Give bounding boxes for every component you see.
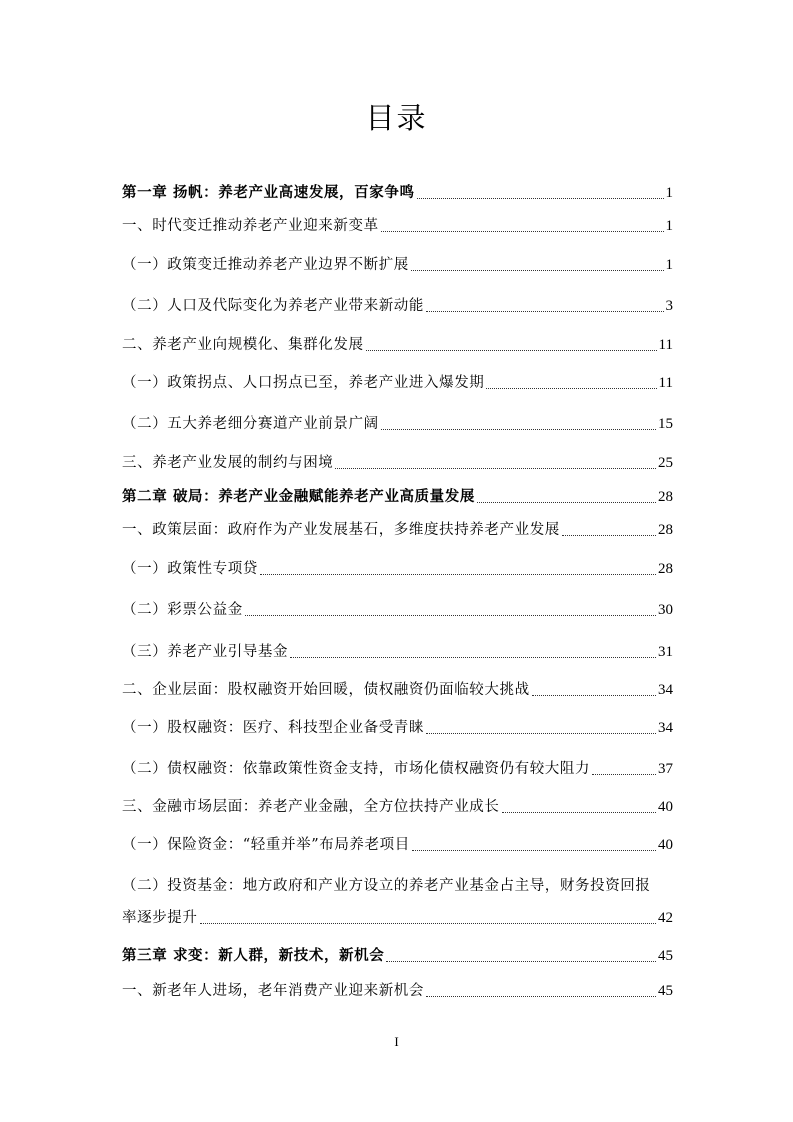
toc-entry-label: 一、新老年人进场，老年消费产业迎来新机会 xyxy=(122,983,424,999)
toc-entry-page: 1 xyxy=(665,257,673,273)
leader-dots xyxy=(417,197,664,199)
toc-entry[interactable] xyxy=(122,294,673,316)
toc-entry-page: 31 xyxy=(658,644,673,660)
toc-entry-page: 11 xyxy=(658,337,673,353)
toc-entry-label: （一）政策变迁推动养老产业边界不断扩展 xyxy=(122,257,409,273)
leader-dots xyxy=(412,849,656,851)
toc-entry-page: 40 xyxy=(658,799,673,815)
leader-dots xyxy=(411,269,664,271)
leader-dots xyxy=(335,467,656,469)
toc-entry-page: 34 xyxy=(658,682,673,698)
page-title: 目录 xyxy=(365,101,428,135)
toc-entry-label-line1[interactable]: （二）投资基金：地方政府和产业方设立的养老产业基金占主导，财务投资回报 xyxy=(122,878,651,894)
toc-entry-label: （一）政策拐点、人口拐点已至，养老产业进入爆发期 xyxy=(122,375,485,391)
toc-entry[interactable] xyxy=(122,214,673,236)
toc-entry-label: 三、金融市场层面：养老产业金融，全方位扶持产业成长 xyxy=(122,799,500,815)
toc-entry-page: 1 xyxy=(665,218,673,234)
leader-dots xyxy=(200,922,657,924)
toc-entry[interactable] xyxy=(122,906,673,928)
leader-dots xyxy=(366,349,657,351)
toc-entry[interactable] xyxy=(122,557,673,579)
toc-entry[interactable] xyxy=(122,598,673,620)
toc-entry-page: 1 xyxy=(665,185,673,201)
toc-entry[interactable] xyxy=(122,412,673,434)
toc-entry-label: （一）保险资金：“轻重并举”布局养老项目 xyxy=(122,837,410,853)
toc-entry[interactable] xyxy=(122,518,673,540)
toc-entry-page: 45 xyxy=(658,948,673,964)
toc-entry-page: 30 xyxy=(658,602,673,618)
toc-entry-label: （二）债权融资：依靠政策性资金支持，市场化债权融资仍有较大阻力 xyxy=(122,761,591,777)
toc-entry[interactable] xyxy=(122,485,673,507)
toc-entry-label: 第二章 破局：养老产业金融赋能养老产业高质量发展 xyxy=(122,488,475,505)
toc-entry-label: 二、企业层面：股权融资开始回暖，债权融资仍面临较大挑战 xyxy=(122,682,530,698)
toc-entry-label: （二）人口及代际变化为养老产业带来新动能 xyxy=(122,298,424,314)
leader-dots xyxy=(426,310,664,312)
leader-dots xyxy=(592,773,656,775)
toc-entry-page: 34 xyxy=(658,720,673,736)
toc-entry-page: 3 xyxy=(665,298,673,314)
toc-entry-page: 45 xyxy=(658,983,673,999)
toc-entry[interactable] xyxy=(122,640,673,662)
toc-entry-label: 三、养老产业发展的制约与困境 xyxy=(122,455,334,471)
toc-entry[interactable] xyxy=(122,371,673,393)
leader-dots xyxy=(245,614,656,616)
toc-entry[interactable] xyxy=(122,333,673,355)
leader-dots xyxy=(486,387,656,389)
leader-dots xyxy=(260,573,656,575)
leader-dots xyxy=(381,428,656,430)
toc-entry[interactable] xyxy=(122,678,673,700)
toc-entry[interactable] xyxy=(122,833,673,855)
toc-entry-page: 28 xyxy=(658,522,673,538)
toc-entry-label: （一）股权融资：医疗、科技型企业备受青睐 xyxy=(122,720,424,736)
toc-entry-label: 率逐步提升 xyxy=(122,910,198,926)
leader-dots xyxy=(381,230,664,232)
leader-dots xyxy=(562,534,656,536)
leader-dots xyxy=(426,732,656,734)
toc-entry-label: （一）政策性专项贷 xyxy=(122,561,258,577)
toc-entry[interactable] xyxy=(122,181,673,203)
toc-entry-page: 28 xyxy=(658,561,673,577)
toc-entry[interactable] xyxy=(122,795,673,817)
toc-entry-label: 第三章 求变：新人群，新技术，新机会 xyxy=(122,947,385,964)
toc-entry-page: 25 xyxy=(658,455,673,471)
leader-dots xyxy=(386,960,656,962)
leader-dots xyxy=(290,656,656,658)
toc-entry[interactable] xyxy=(122,253,673,275)
toc-entry-page: 42 xyxy=(658,910,673,926)
toc-entry-label: 一、时代变迁推动养老产业迎来新变革 xyxy=(122,218,379,234)
footer-page-number: I xyxy=(394,1034,399,1049)
toc-entry-label: 二、养老产业向规模化、集群化发展 xyxy=(122,337,364,353)
leader-dots xyxy=(532,694,656,696)
toc-entry-label: （二）五大养老细分赛道产业前景广阔 xyxy=(122,416,379,432)
toc-entry-page: 15 xyxy=(658,416,673,432)
leader-dots xyxy=(502,811,657,813)
toc-entry-page: 40 xyxy=(658,837,673,853)
toc-entry-page: 37 xyxy=(658,761,673,777)
toc-entry-label: 一、政策层面：政府作为产业发展基石，多维度扶持养老产业发展 xyxy=(122,522,560,538)
leader-dots xyxy=(426,995,656,997)
leader-dots xyxy=(477,501,656,503)
toc-entry-page: 11 xyxy=(658,375,673,391)
toc-entry-label: （三）养老产业引导基金 xyxy=(122,644,289,660)
toc-entry[interactable] xyxy=(122,757,673,779)
toc-entry-label: （二）彩票公益金 xyxy=(122,602,243,618)
toc-entry[interactable] xyxy=(122,716,673,738)
toc-entry-label: 第一章 扬帆：养老产业高速发展，百家争鸣 xyxy=(122,184,415,201)
toc-entry-page: 28 xyxy=(658,489,673,505)
toc-entry[interactable] xyxy=(122,979,673,1001)
toc-entry[interactable] xyxy=(122,451,673,473)
toc-entry[interactable] xyxy=(122,944,673,966)
